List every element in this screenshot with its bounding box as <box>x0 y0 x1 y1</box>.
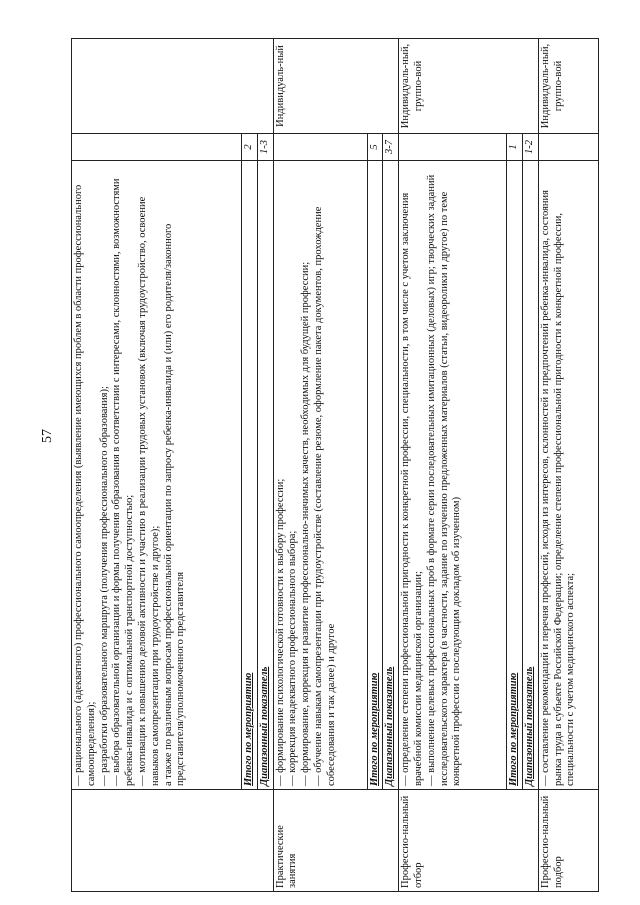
table-row <box>522 39 538 892</box>
content-line: а также по различным вопросам профессиональной ориентации по запросу ребенка-инвалида и (или) его родителя/законного представителя/уполномоченного представителя <box>162 223 187 786</box>
value-cell <box>72 134 242 161</box>
content-line: — коррекция неадекватного профессионального выбора; <box>287 530 299 786</box>
content-line: — определение степени профессиональной пригодности к конкретной профессии, специальности, в том числе с учетом заключения врачебной комиссии медицинской организации; <box>400 192 424 786</box>
content-line: — составление рекомендаций и перечня профессий, исходя из интересов, склонностей и предпочтений ребенка-инвалида, состояния рынка труда в субъекте Российской Федерации; определение степени профессиональной пригодности к конкретной профессии, специальности с учетом медицинского аспекта; <box>539 190 577 786</box>
total-value: 2 <box>242 134 258 161</box>
section-name-cell: Профессио-нальный подбор <box>538 790 598 892</box>
range-value: 1-3 <box>257 134 273 161</box>
rotated-table-wrapper <box>71 38 577 892</box>
activities-table <box>71 38 599 892</box>
total-label: Итого по мероприятию <box>507 161 523 790</box>
table-row <box>538 39 598 892</box>
range-value: 1-2 <box>522 134 538 161</box>
form-cell: Индивидуаль-ный <box>273 39 399 134</box>
value-cell <box>273 134 367 161</box>
table-row <box>242 39 258 892</box>
table-row <box>507 39 523 892</box>
table-row <box>399 39 507 892</box>
form-cell: Индивидуаль-ный, группо-вой <box>538 39 598 134</box>
form-cell <box>72 39 274 134</box>
section-content-cell <box>273 161 367 790</box>
form-cell: Индивидуаль-ный, группо-вой <box>399 39 539 134</box>
section-name-cell: Профессио-нальный отбор <box>399 790 539 892</box>
page-number: 57 <box>40 429 55 443</box>
table-row <box>367 39 383 892</box>
value-cell <box>399 134 507 161</box>
table-row <box>273 39 367 892</box>
content-line: — обучение навыкам самопрезентации при трудоустройстве (составление резюме, оформление пакета документов, прохождение собеседования и так далее) и другое <box>312 206 337 786</box>
table-row <box>383 39 399 892</box>
section-name-cell <box>72 790 274 892</box>
content-line: — мотивации к повышению деловой активности и участию в реализации трудовых установок (включая трудоустройство, освоение навыков самопрезентации при трудоустройстве и другое); <box>136 196 161 786</box>
section-content-cell <box>538 161 598 790</box>
section-name-cell: Практические занятия <box>273 790 399 892</box>
range-label: Диапазонный показатель <box>522 161 538 790</box>
section-content-cell <box>72 161 242 790</box>
content-line: — разработки образовательного маршрута (получения профессионального образования); <box>98 386 110 786</box>
content-line: — выбора образовательной организации и формы получения образования в соответствии с интересами, склонностями, возможностями ребенка-инвалида и с оптимальной транспортной доступностью; <box>111 178 136 786</box>
range-value: 3-7 <box>383 134 399 161</box>
section-content-cell <box>399 161 507 790</box>
range-label: Диапазонный показатель <box>257 161 273 790</box>
total-label: Итого по мероприятию <box>367 161 383 790</box>
value-cell <box>538 134 598 161</box>
total-value: 1 <box>507 134 523 161</box>
range-label: Диапазонный показатель <box>383 161 399 790</box>
content-line: — выполнение целевых профессиональных проб в формате серии последовательных имитационных (деловых) игр; творческих заданий исследовательского характера (в частности, задание по изучению предложенных материалов (статьи, видеоролики и другое) по теме конкретной профессии с последующим докладом об изученном) <box>425 174 463 786</box>
content-line: — формирование психологической готовности к выбору профессии; <box>274 478 286 786</box>
total-value: 5 <box>367 134 383 161</box>
total-label: Итого по мероприятию <box>242 161 258 790</box>
table-row <box>257 39 273 892</box>
content-line: — рационального (адекватного) профессионального самоопределения (выявление имеющихся проблем в области профессионального самоопределения); <box>73 184 97 786</box>
table-row <box>72 39 242 892</box>
content-line: — формирование, коррекция и развитие профессионально-значимых качеств, необходимых для будущей профессии; <box>300 261 312 786</box>
